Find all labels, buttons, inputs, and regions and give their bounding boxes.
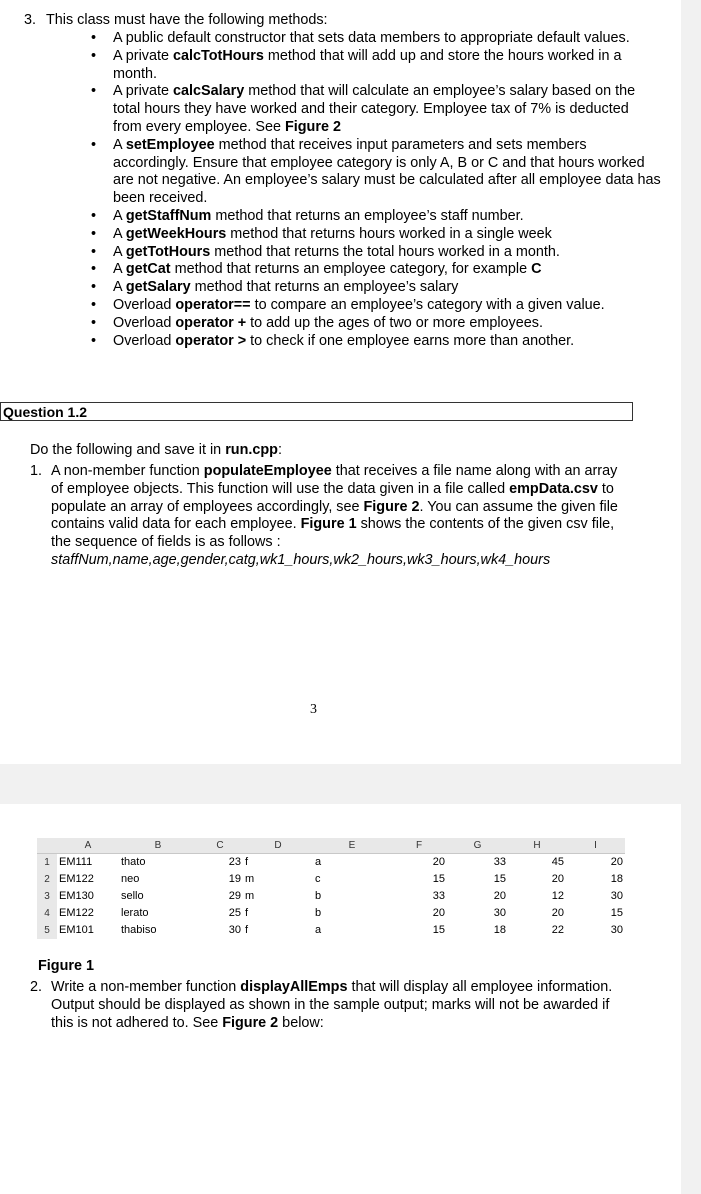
method-bold-term: setEmployee <box>125 136 215 153</box>
table-row <box>37 905 625 922</box>
method-text: A <box>113 261 126 278</box>
method-bullet <box>91 208 661 226</box>
cell-wk3: 22 <box>551 924 564 936</box>
method-text: Overload <box>113 314 176 331</box>
cell-wk2: 18 <box>493 924 506 936</box>
cell-age: 19 <box>228 873 241 885</box>
method-text: method that returns an employee category, for example <box>170 261 532 278</box>
method-text: method that returns hours worked in a single week <box>226 225 552 242</box>
cell-wk1: 15 <box>432 924 445 936</box>
cell-wk4: 20 <box>610 856 623 868</box>
method-text: A public default constructor that sets data members to appropriate default values. <box>113 30 630 46</box>
cell-age: 29 <box>228 890 241 902</box>
cell-staffnum: EM122 <box>59 907 94 919</box>
cell-category: b <box>315 890 322 902</box>
task-item-2 <box>30 979 620 1032</box>
method-text: method that returns the total hours worked in a month. <box>210 243 560 260</box>
viewer-scrollbar-track[interactable] <box>681 0 701 1194</box>
question-title-bar: Question 1.2 <box>0 402 633 421</box>
task-item-2-number: 2. <box>30 979 43 995</box>
cell-wk3: 20 <box>551 873 564 885</box>
method-text: method that receives input parameters and sets members accordingly. Ensure that employee category is only A, B or C and that hours worked are not negative. An employee’s salary must be calculated after all employee data has been received. <box>113 136 661 207</box>
item1-text: that receives a file name along with an array of employee objects. This function will use the data given in a file called <box>51 463 618 497</box>
row-number: 3 <box>37 888 57 905</box>
method-bullet <box>91 226 661 244</box>
row-number: 4 <box>37 905 57 922</box>
task-item-1-text <box>51 463 618 550</box>
cell-gender: m <box>245 873 255 885</box>
method-bullet <box>91 297 661 315</box>
table-row <box>37 854 625 872</box>
column-header: H <box>508 838 566 854</box>
item2-text: that will display all employee information. Output should be displayed as shown in the sample output; marks will not be awarded if this is not adhered to. See <box>51 979 613 1031</box>
method-bullet <box>91 315 661 333</box>
task-item-1-number: 1. <box>30 463 43 479</box>
method-bold-term: C <box>531 261 542 278</box>
field-sequence: staffNum,name,age,gender,catg,wk1_hours,wk2_hours,wk3_hours,wk4_hours <box>51 551 551 568</box>
methods-heading: This class must have the following methods: <box>46 12 328 28</box>
method-bold-term: getTotHours <box>125 243 211 260</box>
method-text: method that will add up and store the hours worked in a month. <box>113 47 622 82</box>
item1-bold-term: populateEmployee <box>203 463 332 479</box>
table-row <box>37 871 625 888</box>
item1-text: . You can assume the given file contains valid data for each employee. <box>51 498 618 533</box>
cell-wk3: 45 <box>551 856 564 868</box>
task-item-2-body <box>51 979 620 1032</box>
method-text: A <box>113 207 126 224</box>
table-row <box>37 922 625 939</box>
method-bullet <box>91 333 661 351</box>
method-text: to add up the ages of two or more employees. <box>246 314 543 331</box>
cell-staffnum: EM111 <box>59 856 93 868</box>
method-bullet <box>91 30 661 48</box>
cell-category: b <box>315 907 322 919</box>
cell-wk2: 33 <box>493 856 506 868</box>
method-text: to compare an employee’s category with a given value. <box>250 296 605 313</box>
method-text: method that returns an employee’s staff number. <box>211 207 524 224</box>
method-bold-term: getCat <box>125 261 171 278</box>
row-number: 5 <box>37 922 57 939</box>
select-all-corner <box>37 838 57 854</box>
method-bullet <box>91 48 661 84</box>
cell-wk3: 12 <box>551 890 564 902</box>
cell-wk1: 15 <box>432 873 445 885</box>
item1-bold-term: Figure 1 <box>300 516 357 533</box>
item1-bold-term: Figure 2 <box>363 498 420 515</box>
method-text: Overload <box>113 296 176 313</box>
item2-bold-term: displayAllEmps <box>240 979 348 995</box>
method-text: A <box>113 243 126 260</box>
row-number: 1 <box>37 854 57 872</box>
column-header: A <box>57 838 119 854</box>
method-text: A <box>113 279 126 296</box>
method-text: A <box>113 136 126 153</box>
cell-wk1: 20 <box>432 907 445 919</box>
cell-wk2: 20 <box>493 890 506 902</box>
item1-text: to populate an array of employees accordingly, see <box>51 480 614 515</box>
cell-wk3: 20 <box>551 907 564 919</box>
cell-gender: m <box>245 890 255 902</box>
task-item-1-body <box>51 463 620 570</box>
item1-text: A non-member function <box>51 463 204 479</box>
cell-name: thabiso <box>121 924 157 936</box>
figure-1-label: Figure 1 <box>38 958 94 974</box>
cell-wk2: 15 <box>493 873 506 885</box>
method-bold-term: getSalary <box>125 279 191 296</box>
column-header: D <box>243 838 313 854</box>
column-header: F <box>391 838 447 854</box>
cell-name: neo <box>121 873 140 885</box>
method-text: method that will calculate an employee’s salary based on the total hours they have worked and their category. Employee tax of 7% is deducted from every employee. See <box>113 83 636 135</box>
method-bold-term: operator + <box>175 314 247 331</box>
cell-wk4: 30 <box>610 890 623 902</box>
cell-category: a <box>315 856 322 868</box>
intro-prefix: Do the following and save it in <box>30 442 226 458</box>
method-text: A private <box>113 83 173 100</box>
row-number: 2 <box>37 871 57 888</box>
page-number: 3 <box>310 702 317 717</box>
column-header: B <box>119 838 197 854</box>
method-bullet <box>91 261 661 279</box>
cell-age: 23 <box>228 856 241 868</box>
cell-name: sello <box>121 890 144 902</box>
method-bold-term: operator== <box>175 296 251 313</box>
cell-staffnum: EM130 <box>59 890 94 902</box>
cell-gender: f <box>245 856 249 868</box>
methods-list <box>91 30 661 350</box>
method-text: to check if one employee earns more than another. <box>246 332 575 349</box>
cell-wk4: 30 <box>610 924 623 936</box>
cell-wk2: 30 <box>493 907 506 919</box>
intro-suffix: : <box>277 442 282 458</box>
task-item-1 <box>30 463 620 570</box>
cell-wk1: 20 <box>432 856 445 868</box>
method-bold-term: calcSalary <box>173 83 245 100</box>
cell-name: thato <box>121 856 146 868</box>
method-bullet <box>91 83 661 136</box>
cell-wk1: 33 <box>432 890 445 902</box>
item2-text: Write a non-member function <box>51 979 241 995</box>
method-bold-term: calcTotHours <box>173 47 264 64</box>
cell-wk4: 18 <box>610 873 623 885</box>
cell-wk4: 15 <box>610 907 623 919</box>
cell-gender: f <box>245 907 249 919</box>
methods-number: 3. <box>24 12 37 28</box>
method-bold-term: getWeekHours <box>125 225 227 242</box>
method-bold-term: operator > <box>175 332 247 349</box>
item2-text: below: <box>278 1014 324 1031</box>
intro-file: run.cpp <box>225 442 278 458</box>
cell-staffnum: EM122 <box>59 873 94 885</box>
method-bullet <box>91 244 661 262</box>
column-header-row <box>37 838 625 854</box>
column-header: E <box>313 838 391 854</box>
column-header: G <box>447 838 508 854</box>
item1-text: shows the contents of the given csv file, the sequence of fields is as follows : <box>51 516 615 551</box>
method-bullet <box>91 137 661 208</box>
method-text: A <box>113 225 126 242</box>
cell-age: 30 <box>228 924 241 936</box>
method-text: Overload <box>113 332 176 349</box>
cell-name: lerato <box>121 907 149 919</box>
cell-gender: f <box>245 924 249 936</box>
question-intro <box>30 442 282 460</box>
item1-bold-term: empData.csv <box>509 480 598 497</box>
cell-age: 25 <box>228 907 241 919</box>
page-gap <box>0 764 681 804</box>
method-text: A private <box>113 47 173 64</box>
table-row <box>37 888 625 905</box>
method-text: method that returns an employee’s salary <box>190 279 459 296</box>
method-bold-term: Figure 2 <box>284 118 341 135</box>
spreadsheet-figure <box>37 838 625 939</box>
cell-category: a <box>315 924 322 936</box>
column-header: I <box>566 838 625 854</box>
cell-category: c <box>315 873 321 885</box>
method-bullet <box>91 279 661 297</box>
cell-staffnum: EM101 <box>59 924 94 936</box>
method-bold-term: getStaffNum <box>125 207 212 224</box>
item2-bold-term: Figure 2 <box>222 1014 279 1031</box>
column-header: C <box>197 838 243 854</box>
